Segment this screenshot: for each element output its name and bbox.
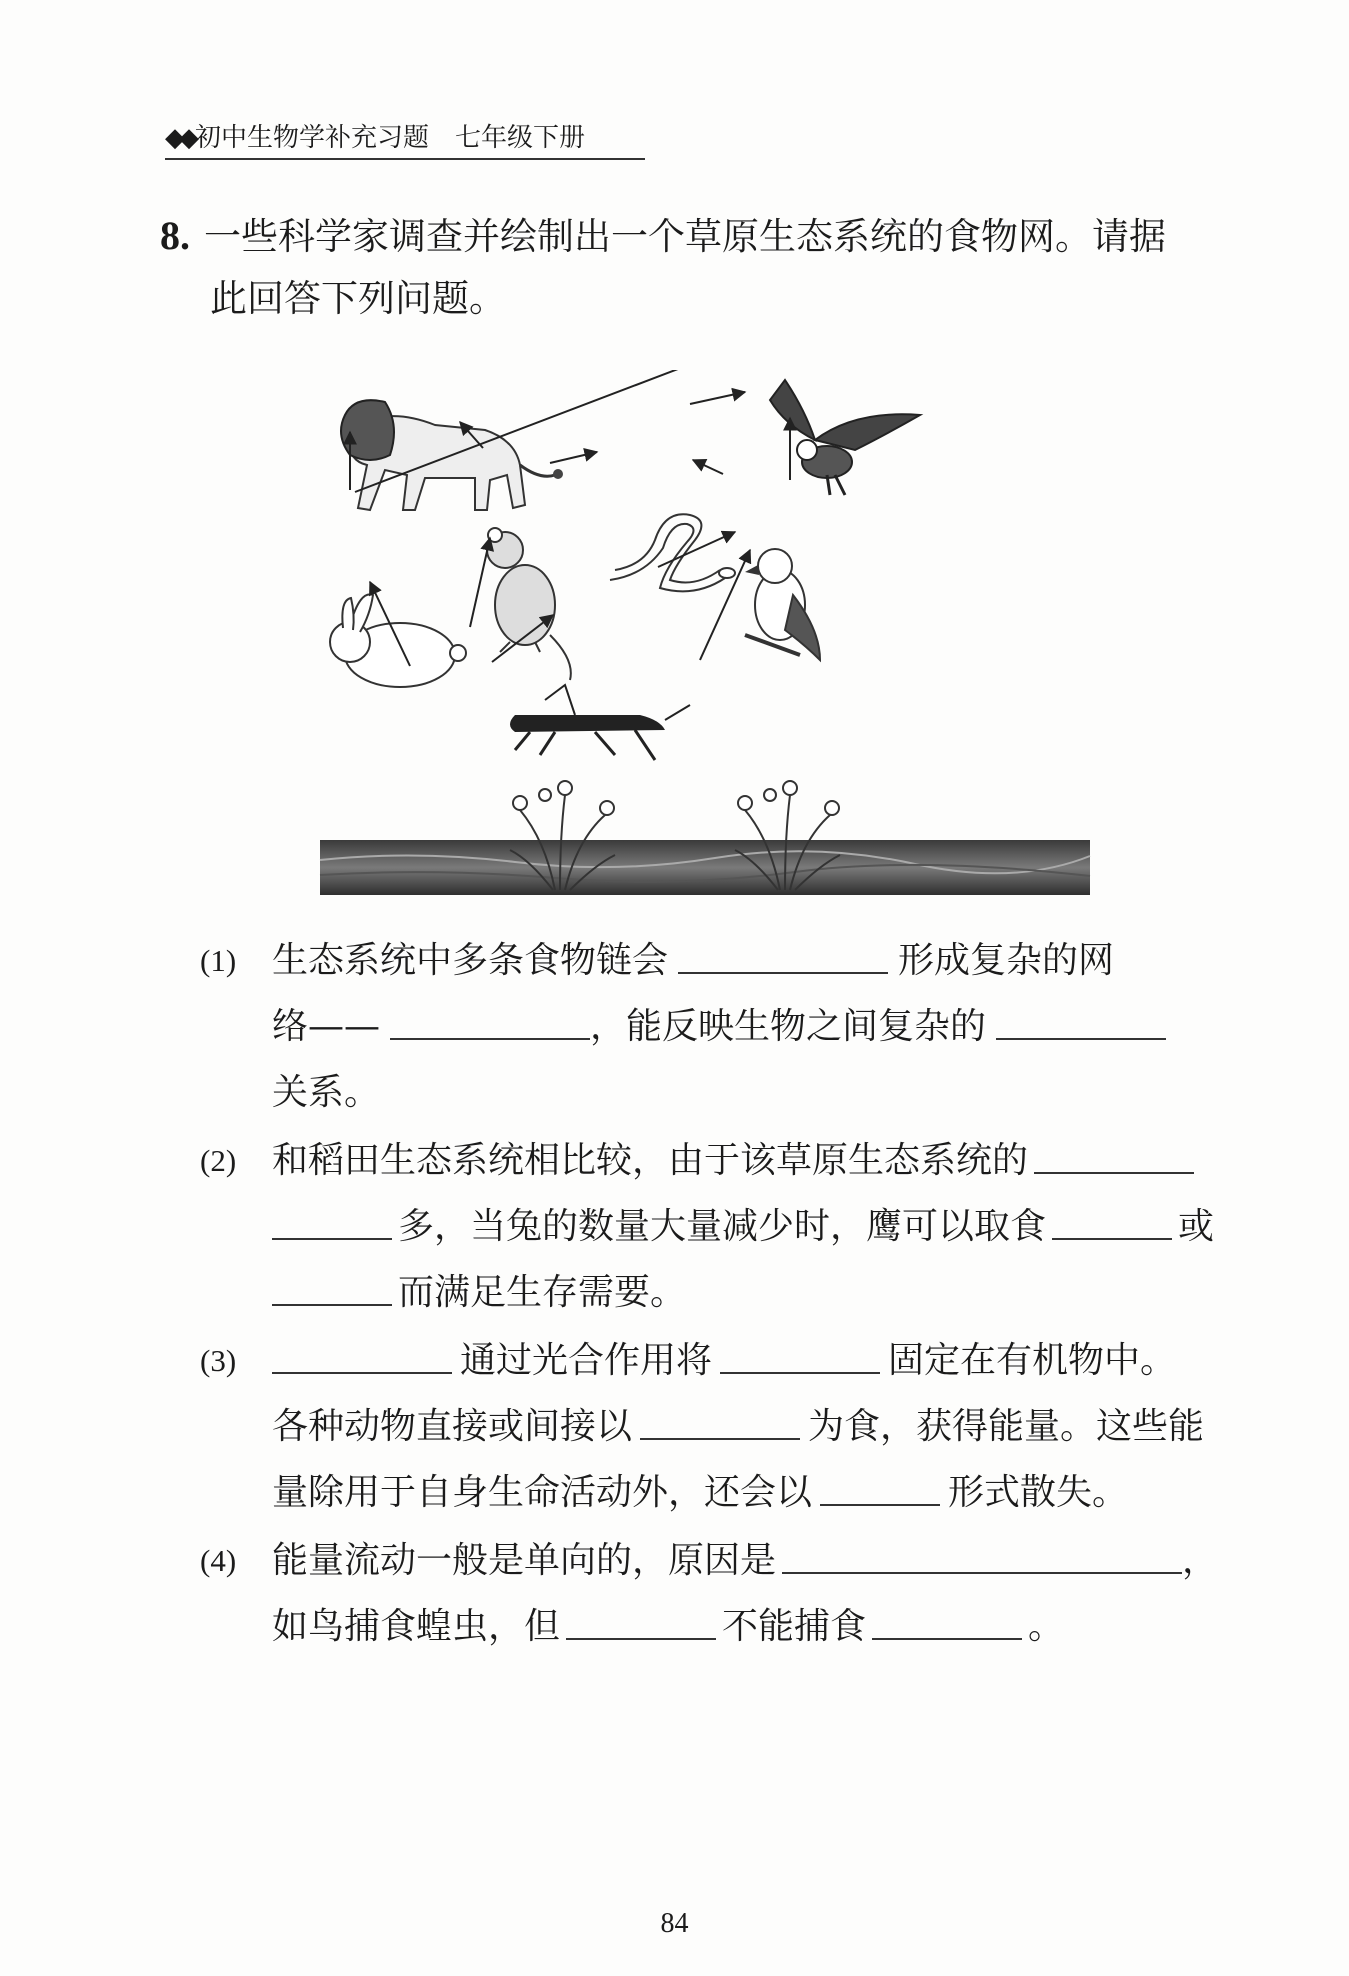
part-text: 不能捕食 <box>722 1606 867 1647</box>
part-2 <box>200 1128 1280 1326</box>
part-text: 形式散失。 <box>948 1472 1129 1513</box>
running-header <box>165 118 645 160</box>
part-3 <box>200 1328 1280 1526</box>
book-title: 初中生物学补充习题 <box>195 123 430 153</box>
answer-blank[interactable] <box>820 1464 940 1506</box>
part-label: (3) <box>200 1343 237 1378</box>
stem-line-1: 一些科学家调查并绘制出一个草原生态系统的食物网。请据 <box>204 215 1166 258</box>
stem-line-2: 此回答下列问题。 <box>210 277 506 320</box>
part-text: ，能反映生物之间复杂的 <box>590 1006 987 1047</box>
answer-blank[interactable] <box>272 1198 392 1240</box>
answer-blank[interactable] <box>1052 1198 1172 1240</box>
answer-blank[interactable] <box>390 998 590 1040</box>
part-text: 生态系统中多条食物链会 <box>272 940 669 981</box>
snake-icon <box>610 514 735 591</box>
part-text: 关系。 <box>272 1072 381 1113</box>
diamond-icon: ◆◆ <box>165 123 193 153</box>
answer-blank[interactable] <box>272 1332 452 1374</box>
answer-blank[interactable] <box>640 1398 800 1440</box>
part-text: 能量流动一般是单向的，原因是 <box>272 1540 777 1581</box>
grade-label: 七年级下册 <box>455 123 586 153</box>
answer-blank[interactable] <box>1034 1132 1194 1174</box>
part-text: 。 <box>1028 1606 1065 1647</box>
part-text: ， <box>1182 1540 1219 1581</box>
part-text: 络—— <box>272 1006 381 1047</box>
part-text: 固定在有机物中。 <box>888 1340 1177 1381</box>
food-web-diagram <box>315 370 1095 900</box>
part-text: 通过光合作用将 <box>460 1340 713 1381</box>
answer-blank[interactable] <box>996 998 1166 1040</box>
answer-blank[interactable] <box>872 1598 1022 1640</box>
ground-strip <box>320 840 1090 895</box>
food-web-arrows <box>350 370 790 666</box>
answer-blank[interactable] <box>720 1332 880 1374</box>
question-stem <box>160 205 1270 330</box>
answer-blank[interactable] <box>272 1264 392 1306</box>
part-text: 和稻田生态系统相比较，由于该草原生态系统的 <box>272 1140 1029 1181</box>
part-text: 形成复杂的网 <box>898 940 1115 981</box>
part-text: 或 <box>1178 1206 1215 1247</box>
answer-blank[interactable] <box>566 1598 716 1640</box>
part-text: 各种动物直接或间接以 <box>272 1406 633 1447</box>
grasshopper-icon <box>510 685 690 760</box>
eagle-icon <box>770 380 920 495</box>
part-text: 为食，获得能量。这些能 <box>808 1406 1205 1447</box>
page-number: 84 <box>660 1908 689 1939</box>
part-text: 如鸟捕食蝗虫，但 <box>272 1606 561 1647</box>
part-text: 量除用于自身生命活动外，还会以 <box>272 1472 813 1513</box>
part-label: (2) <box>200 1143 237 1178</box>
bird-icon <box>745 549 820 660</box>
part-1 <box>200 928 1280 1126</box>
part-text: 多，当兔的数量大量减少时，鹰可以取食 <box>398 1206 1047 1247</box>
part-text: 而满足生存需要。 <box>398 1272 687 1313</box>
answer-blank[interactable] <box>678 932 888 974</box>
part-4 <box>200 1528 1280 1660</box>
food-web-figure <box>315 370 1095 900</box>
part-label: (1) <box>200 943 237 978</box>
part-label: (4) <box>200 1543 237 1578</box>
answer-blank[interactable] <box>782 1532 1182 1574</box>
question-number: 8. <box>160 213 190 258</box>
